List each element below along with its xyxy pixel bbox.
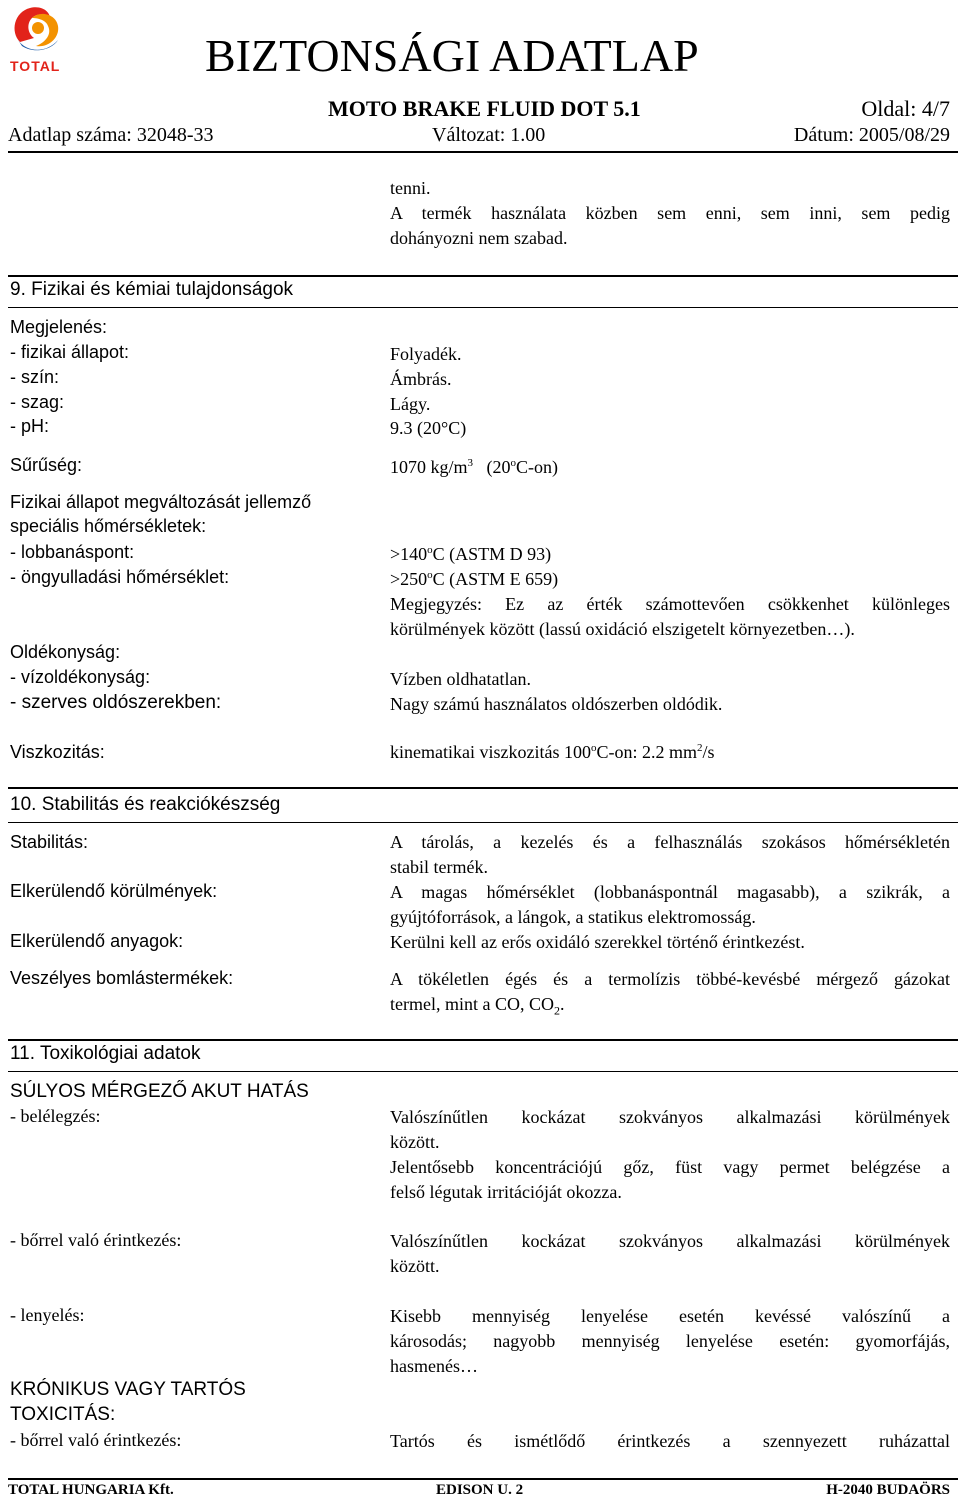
skin-contact-label: - bőrrel való érintkezés:: [10, 1230, 182, 1250]
inhalation-label: - belélegzés:: [10, 1106, 101, 1126]
section11-top-divider: [8, 1039, 958, 1041]
chronic-heading-2: TOXICITÁS:: [10, 1404, 116, 1425]
ph-value: 9.3 (20°C): [390, 418, 467, 438]
water-solubility-label: - vízoldékonyság:: [10, 667, 151, 687]
flash-point-label: - lobbanáspont:: [10, 542, 135, 562]
solubility-label: Oldékonyság:: [10, 642, 121, 662]
autoignition-value: $>250^oC$ (ASTM E 659): [390, 569, 559, 589]
viscosity-value: kinematikai viszkozitás 100$^o$C-on: 2.2 $mm^2/s$: [390, 742, 715, 762]
product-name: MOTO BRAKE FLUID DOT 5.1: [328, 96, 641, 121]
footer-company: TOTAL HUNGARIA Kft.: [8, 1482, 174, 1498]
avoid-conditions-value: A magas hőmérséklet (lobbanáspontnál magasabb), a szikrák, a gyújtóforrások, a lángok, a statikus elektromosság.: [390, 882, 950, 927]
section11-heading-divider: [8, 1071, 958, 1072]
section9-heading: 9. Fizikai és kémiai tulajdonságok: [10, 279, 294, 300]
version: Változat: 1.00: [432, 124, 546, 146]
logo: [8, 2, 68, 76]
flash-point-value: $>140^oC$ (ASTM D 93): [390, 544, 552, 564]
viscosity-label: Viszkozitás:: [10, 742, 105, 762]
ph-label: - pH:: [10, 416, 50, 436]
chronic-skin-value: Tartós és ismétlődő érintkezés a szennyezett ruházattal: [390, 1431, 950, 1451]
phase-change-label-2: speciális hőmérsékletek:: [10, 516, 207, 536]
autoignition-note: Megjegyzés: Ez az érték számottevően csökkenhet különleges körülmények között (lassú oxidáció elszigetelt környezetben…).: [390, 594, 950, 639]
stability-value: A tárolás, a kezelés és a felhasználás szokásos hőmérsékletén stabil termék.: [390, 832, 950, 877]
decomposition-value: A tökéletlen égés és a termolízis többé-kevésbé mérgező gázokat termel, mint a CO, $CO_2$.: [390, 969, 950, 1018]
color-label: - szín:: [10, 367, 60, 387]
section11-heading: 11. Toxikológiai adatok: [10, 1043, 201, 1064]
appearance-label: Megjelenés:: [10, 317, 108, 337]
carryover-text: tenni. A termék használata közben sem enni, sem inni, sem pedig dohányozni nem szabad.: [390, 178, 950, 248]
odor-label: - szag:: [10, 392, 65, 412]
solvent-solubility-label: - szerves oldószerekben:: [10, 692, 222, 713]
skin-contact-value: Valószínűtlen kockázat szokványos alkalmazási körülmények között.: [390, 1231, 950, 1276]
avoid-materials-value: Kerülni kell az erős oxidáló szerekkel történő érintkezést.: [390, 932, 805, 952]
chronic-skin-label: - bőrrel való érintkezés:: [10, 1430, 182, 1450]
odor-value: Lágy.: [390, 394, 431, 414]
state-label: - fizikai állapot:: [10, 342, 130, 362]
section9-heading-divider: [8, 307, 958, 308]
section10-heading-divider: [8, 822, 958, 823]
page-number: Oldal: 4/7: [861, 96, 950, 121]
section10-heading: 10. Stabilitás és reakciókészség: [10, 794, 281, 815]
total-logo-icon: [8, 2, 68, 58]
ingestion-label: - lenyelés:: [10, 1305, 85, 1325]
chronic-heading-1: KRÓNIKUS VAGY TARTÓS: [10, 1379, 246, 1400]
footer-street: EDISON U. 2: [436, 1482, 524, 1498]
footer-city: H-2040 BUDAÖRS: [826, 1482, 950, 1498]
color-value: Ámbrás.: [390, 369, 452, 389]
density-value: 1070 $kg/m^3$ (20$^o$C-on): [390, 457, 559, 477]
inhalation-value: Valószínűtlen kockázat szokványos alkalmazási körülmények között. Jelentősebb koncentrációjú gőz, füst vagy permet belégzése a felső légutak irritációját okozza.: [390, 1107, 950, 1202]
decomposition-label: Veszélyes bomlástermékek:: [10, 968, 234, 988]
logo-text: TOTAL: [10, 58, 61, 74]
state-value: Folyadék.: [390, 344, 462, 364]
avoid-materials-label: Elkerülendő anyagok:: [10, 931, 184, 951]
section9-top-divider: [8, 275, 958, 277]
water-solubility-value: Vízben oldhatatlan.: [390, 669, 531, 689]
header-divider: [8, 151, 958, 153]
density-label: Sűrűség:: [10, 455, 83, 475]
phase-change-label-1: Fizikai állapot megváltozását jellemző: [10, 492, 312, 512]
avoid-conditions-label: Elkerülendő körülmények:: [10, 881, 218, 901]
date: Dátum: 2005/08/29: [793, 124, 950, 146]
section10-top-divider: [8, 787, 958, 789]
stability-label: Stabilitás:: [10, 832, 89, 852]
document-title: BIZTONSÁGI ADATLAP: [205, 30, 699, 81]
footer-divider: [8, 1478, 958, 1480]
solvent-solubility-value: Nagy számú használatos oldószerben oldódik.: [390, 694, 723, 714]
sheet-number: Adatlap száma: 32048-33: [8, 124, 214, 146]
autoignition-label: - öngyulladási hőmérséklet:: [10, 567, 230, 587]
acute-heading: SÚLYOS MÉRGEZŐ AKUT HATÁS: [10, 1081, 309, 1102]
ingestion-value: Kisebb mennyiség lenyelése esetén kevéssé valószínű a károsodás; nagyobb mennyiség lenyelése esetén: gyomorfájás, hasmenés…: [390, 1306, 950, 1376]
